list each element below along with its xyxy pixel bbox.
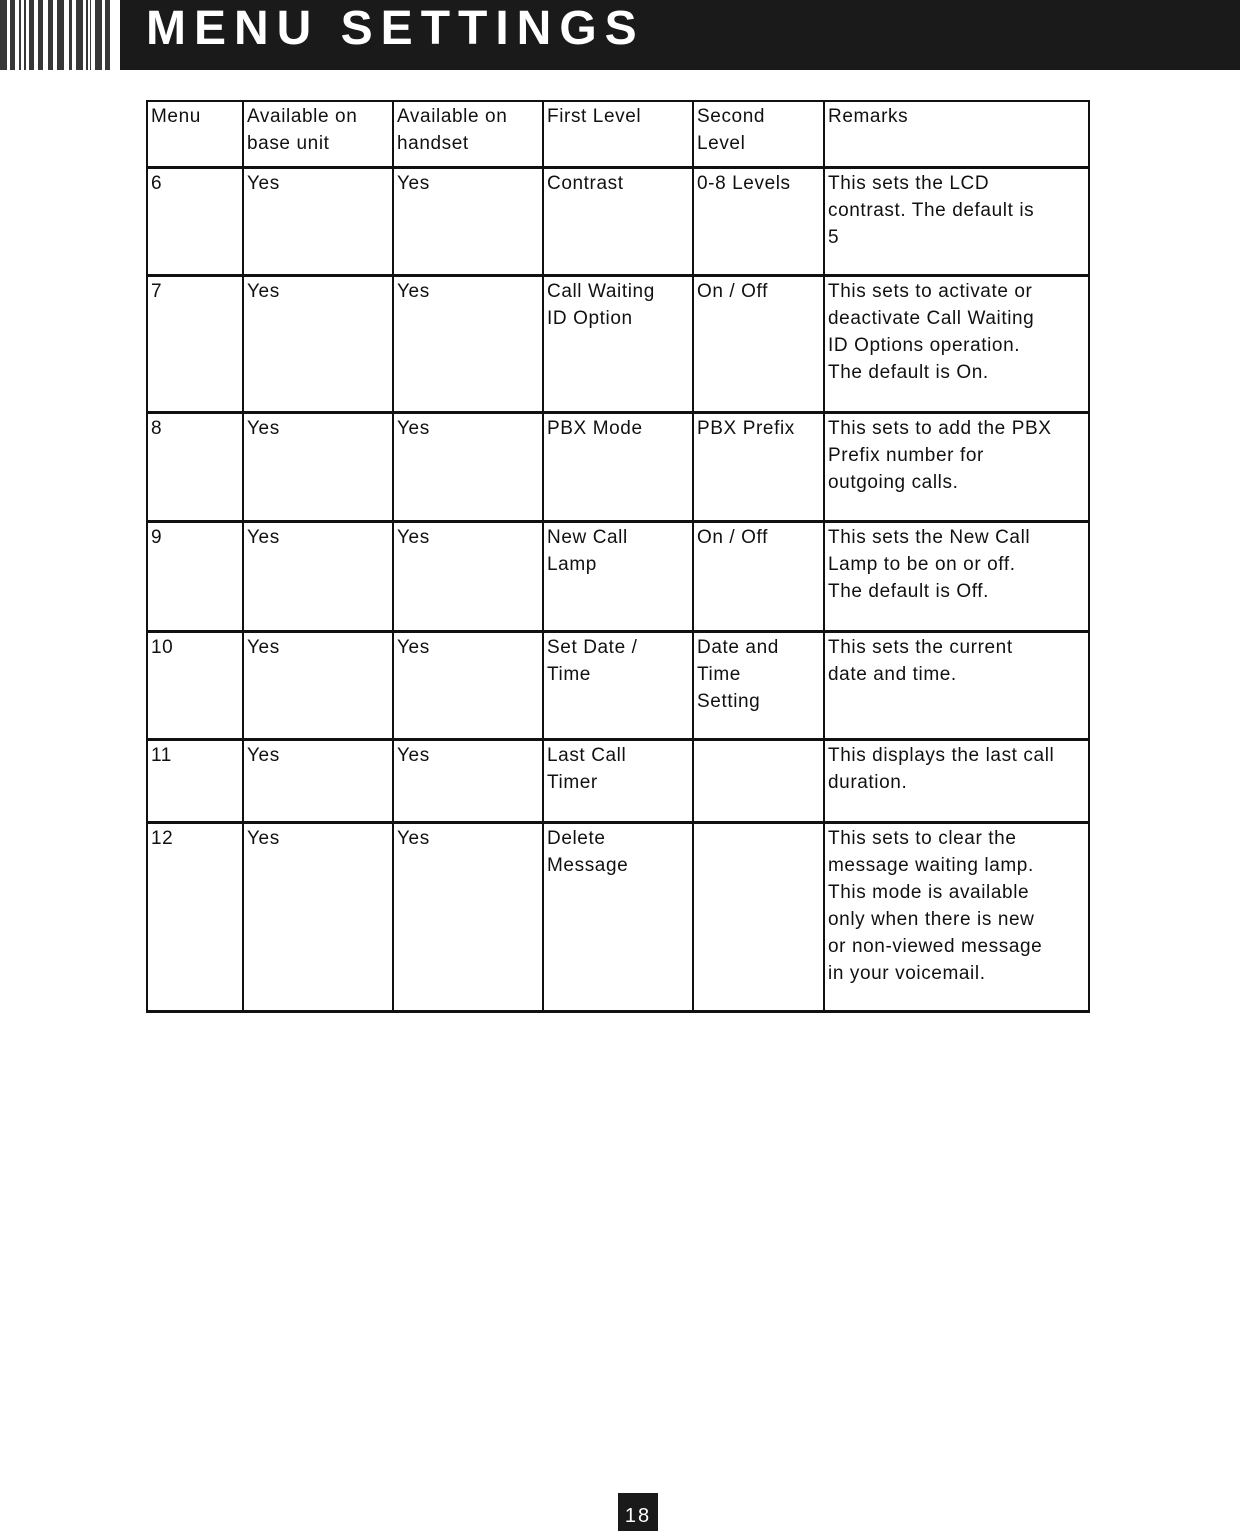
page-title: MENU SETTINGS	[146, 2, 645, 55]
cell-second-level	[693, 823, 824, 1012]
table-row	[147, 522, 1089, 632]
cell-second-level: On / Off	[693, 276, 824, 413]
cell-handset: Yes	[393, 276, 543, 413]
table-row	[147, 823, 1089, 1012]
table-header-row	[147, 101, 1089, 168]
cell-first-level: Delete Message	[543, 823, 693, 1012]
cell-second-level: PBX Prefix	[693, 413, 824, 522]
cell-remarks: This sets to activate or deactivate Call Waiting ID Options operation. The default is On.	[824, 276, 1089, 413]
cell-handset: Yes	[393, 632, 543, 740]
cell-base-unit: Yes	[243, 522, 393, 632]
table-row	[147, 168, 1089, 276]
cell-handset: Yes	[393, 522, 543, 632]
cell-menu: 9	[147, 522, 243, 632]
cell-base-unit: Yes	[243, 168, 393, 276]
cell-handset: Yes	[393, 413, 543, 522]
cell-menu: 10	[147, 632, 243, 740]
cell-handset: Yes	[393, 823, 543, 1012]
page-number: 18	[618, 1493, 658, 1531]
cell-remarks: This sets the New Call Lamp to be on or off. The default is Off.	[824, 522, 1089, 632]
cell-remarks: This displays the last call duration.	[824, 740, 1089, 823]
cell-first-level: New Call Lamp	[543, 522, 693, 632]
cell-remarks: This sets to clear the message waiting lamp. This mode is available only when there is new or non-viewed message in your voicemail.	[824, 823, 1089, 1012]
cell-second-level: Date and Time Setting	[693, 632, 824, 740]
column-header-remarks: Remarks	[824, 101, 1089, 168]
header-logo-overlay	[0, 0, 112, 70]
column-header-first-level: First Level	[543, 101, 693, 168]
cell-remarks: This sets the current date and time.	[824, 632, 1089, 740]
table-row	[147, 740, 1089, 823]
column-header-menu: Menu	[147, 101, 243, 168]
cell-second-level: On / Off	[693, 522, 824, 632]
column-header-handset: Available on handset	[393, 101, 543, 168]
table-row	[147, 413, 1089, 522]
cell-handset: Yes	[393, 168, 543, 276]
cell-second-level	[693, 740, 824, 823]
cell-first-level: Last Call Timer	[543, 740, 693, 823]
cell-menu: 11	[147, 740, 243, 823]
cell-first-level: Call Waiting ID Option	[543, 276, 693, 413]
cell-base-unit: Yes	[243, 413, 393, 522]
cell-first-level: Contrast	[543, 168, 693, 276]
table-row	[147, 632, 1089, 740]
cell-menu: 8	[147, 413, 243, 522]
cell-second-level: 0-8 Levels	[693, 168, 824, 276]
cell-base-unit: Yes	[243, 632, 393, 740]
table-row	[147, 276, 1089, 413]
cell-first-level: Set Date / Time	[543, 632, 693, 740]
column-header-base-unit: Available on base unit	[243, 101, 393, 168]
cell-base-unit: Yes	[243, 740, 393, 823]
menu-settings-table	[146, 100, 1090, 1013]
cell-base-unit: Yes	[243, 276, 393, 413]
column-header-second-level: Second Level	[693, 101, 824, 168]
cell-menu: 7	[147, 276, 243, 413]
cell-handset: Yes	[393, 740, 543, 823]
cell-base-unit: Yes	[243, 823, 393, 1012]
cell-remarks: This sets the LCD contrast. The default is 5	[824, 168, 1089, 276]
cell-remarks: This sets to add the PBX Prefix number for outgoing calls.	[824, 413, 1089, 522]
cell-menu: 6	[147, 168, 243, 276]
cell-first-level: PBX Mode	[543, 413, 693, 522]
cell-menu: 12	[147, 823, 243, 1012]
